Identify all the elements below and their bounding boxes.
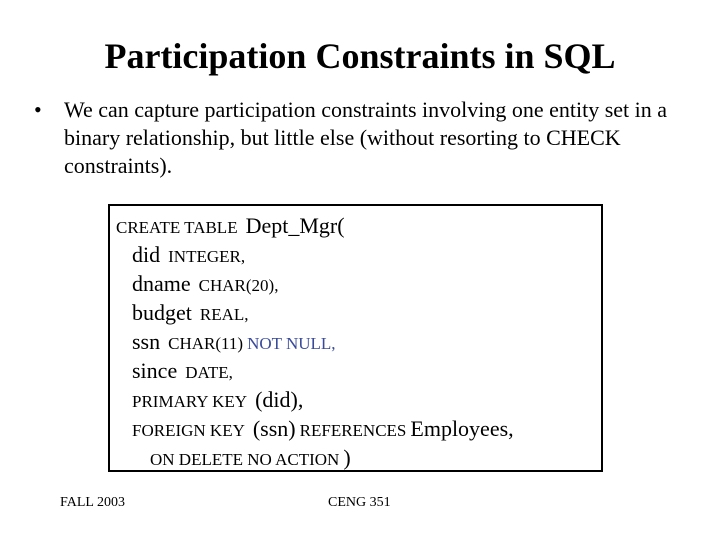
sql-keyword: DATE, — [185, 363, 233, 382]
sql-identifier: budget — [132, 300, 192, 325]
footer-center: CENG 351 — [328, 495, 391, 510]
sql-keyword: CHAR(11) — [168, 334, 244, 353]
footer-left: FALL 2003 — [60, 495, 125, 510]
sql-keyword-not-null: NOT NULL, — [247, 334, 336, 353]
sql-identifier: (did), — [255, 387, 304, 412]
sql-identifier: did — [132, 242, 161, 267]
slide-title: Participation Constraints in SQL — [104, 36, 616, 76]
sql-keyword: PRIMARY KEY — [132, 392, 248, 411]
sql-keyword: FOREIGN KEY — [132, 421, 245, 440]
sql-code-box — [108, 204, 603, 472]
sql-keyword: INTEGER, — [168, 247, 246, 266]
code-line-ssn — [132, 328, 336, 359]
sql-identifier: ) — [343, 445, 351, 470]
sql-identifier: Employees, — [410, 416, 514, 441]
sql-keyword: REFERENCES — [299, 421, 407, 440]
code-line-primary-key — [132, 386, 303, 417]
sql-identifier: since — [132, 358, 178, 383]
sql-keyword: CREATE TABLE — [116, 218, 238, 237]
code-line-did — [132, 241, 245, 272]
code-line-since — [132, 357, 233, 388]
code-line-budget — [132, 299, 249, 330]
code-line-create-table — [116, 212, 345, 243]
bullet-marker: • — [34, 97, 42, 122]
sql-keyword: ON DELETE NO ACTION — [150, 450, 340, 469]
code-line-dname — [132, 270, 278, 301]
sql-identifier: (ssn) — [252, 416, 296, 441]
sql-identifier: ssn — [132, 329, 161, 354]
sql-keyword: REAL, — [199, 305, 249, 324]
sql-identifier: Dept_Mgr( — [245, 213, 345, 238]
code-line-foreign-key — [132, 415, 514, 446]
sql-identifier: dname — [132, 271, 191, 296]
sql-keyword: CHAR(20), — [198, 276, 279, 295]
code-line-on-delete — [150, 444, 351, 475]
bullet-text: We can capture participation constraints involving one entity set in a binary relationship, but little else (without resorting to CHECK constraints). — [64, 97, 668, 178]
